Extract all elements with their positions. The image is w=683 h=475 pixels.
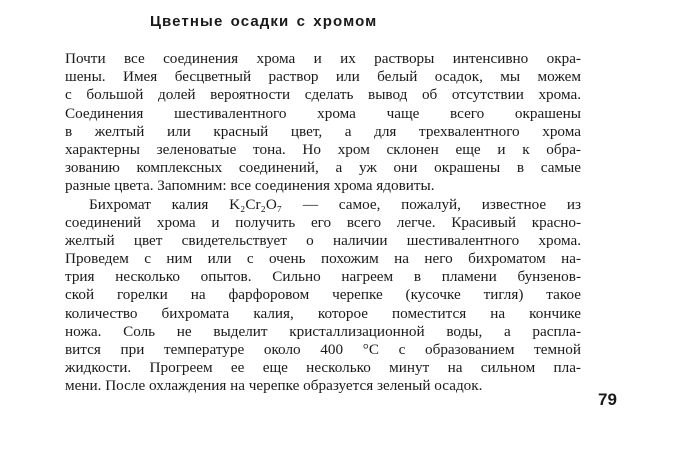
text-line: Бихромат калия K₂Cr₂O₇ — самое, пожалуй, известное из	[89, 195, 581, 213]
paragraph	[65, 50, 581, 196]
page-number: 79	[598, 390, 617, 409]
text-line: соединений хрома и получить его всего легче. Красивый красно-	[65, 213, 581, 231]
text-line: трия несколько опытов. Сильно нагреем в пламени бунзенов-	[65, 268, 581, 286]
text-line: Соединения шестивалентного хрома чаще всего окрашены	[65, 104, 581, 122]
text-line: мени. После охлаждения на черепке образуется зеленый осадок.	[65, 377, 483, 395]
text-line: желтый цвет свидетельствует о наличии шестивалентного хрома.	[65, 231, 581, 249]
text-line: характерны зеленоватые тона. Но хром склонен еще и к обра-	[65, 140, 581, 158]
text-line: шены. Имея бесцветный раствор или белый осадок, мы можем	[65, 68, 581, 86]
text-line: ножа. Соль не выделит кристаллизационной воды, а распла-	[65, 322, 581, 340]
text-line: ской горелки на фарфоровом черепке (кусочке тигля) такое	[65, 286, 581, 304]
section-heading: Цветные осадки с хромом	[150, 13, 378, 30]
text-line: зованию комплексных соединений, а уж они окрашены в самые	[65, 159, 581, 177]
text-line: Проведем с ним или с очень похожим на него бихроматом на-	[65, 250, 581, 268]
body-text	[65, 50, 581, 396]
text-line: жидкости. Прогреем ее еще несколько минут на сильном пла-	[65, 359, 581, 377]
text-line: разные цвета. Запомним: все соединения хрома ядовиты.	[65, 177, 435, 195]
text-line: в желтый или красный цвет, а для трехвалентного хрома	[65, 122, 581, 140]
text-line: количество бихромата калия, которое поместится на кончике	[65, 304, 581, 322]
paragraph	[65, 196, 581, 396]
text-line: с большой долей вероятности сделать вывод об отсутствии хрома.	[65, 86, 581, 104]
text-line: вится при температуре около 400 °С с образованием темной	[65, 341, 581, 358]
text-line: Почти все соединения хрома и их растворы интенсивно окра-	[65, 50, 581, 67]
